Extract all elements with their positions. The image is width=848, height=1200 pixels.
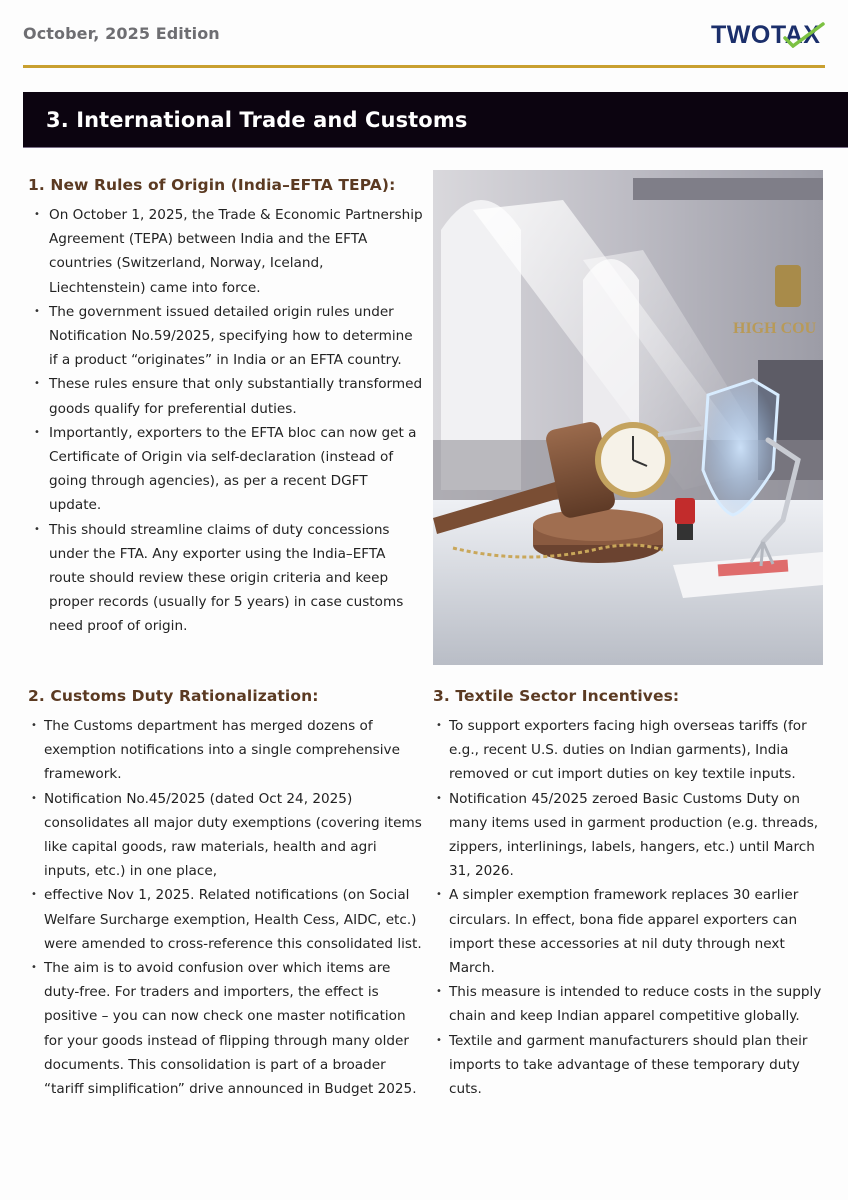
list-item: • Notification 45/2025 zeroed Basic Customs Duty on many items used in garment production (e.g. threads, zippers, interlinings, labels, hangers, etc.) until March 31, 2026. [433, 787, 833, 884]
list-item: • On October 1, 2025, the Trade & Economic Partnership Agreement (TEPA) between India and the EFTA countries (Switzerland, Norway, Iceland, Liechtenstein) came into force. [28, 203, 423, 300]
block-heading: 2. Customs Duty Rationalization: [28, 687, 319, 705]
list-item: • Notification No.45/2025 (dated Oct 24, 2025) consolidates all major duty exemptions (covering items like capital goods, raw materials, health and agri inputs, etc.) in one place, [28, 787, 423, 884]
courtroom-illustration [433, 170, 823, 665]
logo-text: TWOTAX [711, 20, 821, 49]
courtroom-image-icon [433, 170, 823, 665]
bullet-list [28, 714, 423, 1101]
svg-text:HIGH COU: HIGH COU [733, 320, 817, 337]
list-item: • To support exporters facing high overseas tariffs (for e.g., recent U.S. duties on Indian garments), India removed or cut import duties on key textile inputs. [433, 714, 833, 787]
list-item: • effective Nov 1, 2025. Related notifications (on Social Welfare Surcharge exemption, Health Cess, AIDC, etc.) were amended to cross-reference this consolidated list. [28, 883, 423, 956]
list-item: • Textile and garment manufacturers should plan their imports to take advantage of these temporary duty cuts. [433, 1029, 833, 1102]
list-item: • The government issued detailed origin rules under Notification No.59/2025, specifying how to determine if a product “originates” in India or an EFTA country. [28, 300, 423, 373]
logo-x: X [803, 20, 821, 49]
edition-label: October, 2025 Edition [23, 24, 220, 43]
checkmark-icon [783, 22, 825, 48]
section-title: 3. International Trade and Customs [46, 107, 468, 132]
block-rules-of-origin [28, 176, 423, 639]
list-item: • These rules ensure that only substantially transformed goods qualify for preferential duties. [28, 372, 423, 420]
list-item: • This should streamline claims of duty concessions under the FTA. Any exporter using the India–EFTA route should review these origin criteria and keep proper records (usually for 5 years) in case customs need proof of origin. [28, 518, 423, 639]
bullet-list [28, 203, 423, 639]
twotax-logo [711, 20, 820, 50]
block-heading: 3. Textile Sector Incentives: [433, 687, 680, 705]
list-item: • This measure is intended to reduce costs in the supply chain and keep Indian apparel competitive globally. [433, 980, 833, 1028]
block-heading: 1. New Rules of Origin (India–EFTA TEPA): [28, 176, 396, 194]
list-item: • The aim is to avoid confusion over which items are duty-free. For traders and importers, the effect is positive – you can now check one master notification for your goods instead of flipping through many older documents. This consolidation is part of a broader “tariff simplification” drive announced in Budget 2025. [28, 956, 423, 1101]
block-customs-duty-rationalization [28, 687, 423, 1101]
header-divider [23, 65, 825, 68]
list-item: • A simpler exemption framework replaces 30 earlier circulars. In effect, bona fide apparel exporters can import these accessories at nil duty through next March. [433, 883, 833, 980]
block-textile-sector-incentives [433, 687, 833, 1101]
list-item: • The Customs department has merged dozens of exemption notifications into a single comprehensive framework. [28, 714, 423, 787]
list-item: • Importantly, exporters to the EFTA bloc can now get a Certificate of Origin via self-declaration (instead of going through agencies), as per a recent DGFT update. [28, 421, 423, 518]
bullet-list [433, 714, 833, 1101]
section-title-bar [23, 92, 848, 148]
